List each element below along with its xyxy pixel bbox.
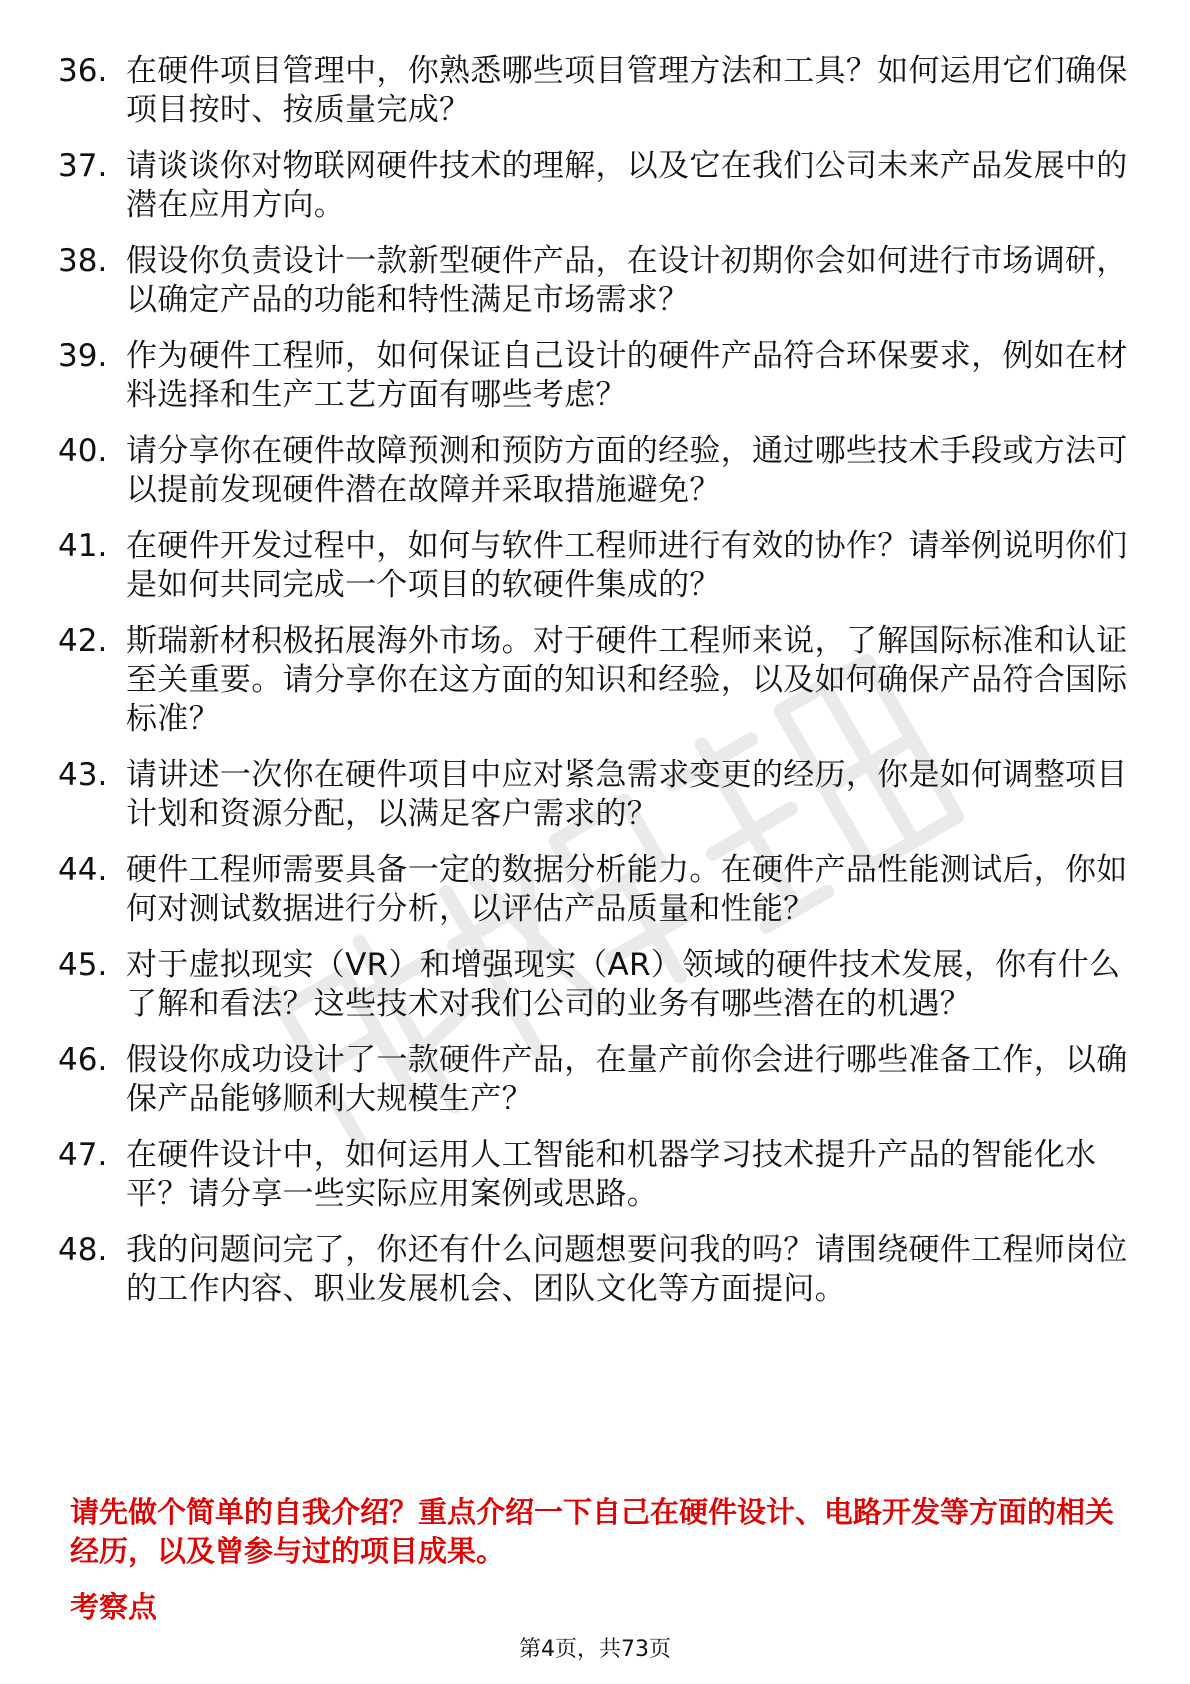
- question-item-39: [58, 337, 1133, 415]
- question-text: 在硬件项目管理中，你熟悉哪些项目管理方法和工具？如何运用它们确保项目按时、按质量完成？: [126, 53, 1128, 128]
- question-item-45: [58, 946, 1133, 1024]
- question-text: 对于虚拟现实（VR）和增强现实（AR）领域的硬件技术发展，你有什么了解和看法？这些技术对我们公司的业务有哪些潜在的机遇？: [126, 947, 1121, 1022]
- question-item-43: [58, 756, 1133, 834]
- question-number: 45.: [58, 947, 108, 983]
- question-number: 47.: [58, 1137, 108, 1173]
- question-number: 48.: [58, 1232, 108, 1268]
- question-number: 43.: [58, 757, 108, 793]
- question-item-37: [58, 147, 1133, 225]
- question-item-44: [58, 851, 1133, 929]
- question-number: 42.: [58, 623, 108, 659]
- self-introduction-prompt: 请先做个简单的自我介绍？重点介绍一下自己在硬件设计、电路开发等方面的相关经历，以及曾参与过的项目成果。: [70, 1495, 1115, 1568]
- question-text: 在硬件设计中，如何运用人工智能和机器学习技术提升产品的智能化水平？请分享一些实际应用案例或思路。: [126, 1137, 1097, 1212]
- question-number: 40.: [58, 433, 108, 469]
- question-text: 硬件工程师需要具备一定的数据分析能力。在硬件产品性能测试后，你如何对测试数据进行分析，以评估产品质量和性能？: [126, 852, 1128, 927]
- question-item-36: [58, 52, 1133, 130]
- question-text: 在硬件开发过程中，如何与软件工程师进行有效的协作？请举例说明你们是如何共同完成一个项目的软硬件集成的？: [126, 528, 1128, 603]
- section-title-assessment-points: 考察点: [70, 1590, 158, 1624]
- question-number: 46.: [58, 1042, 108, 1078]
- question-item-38: [58, 242, 1133, 320]
- question-item-47: [58, 1136, 1133, 1214]
- question-number: 41.: [58, 528, 108, 564]
- question-text: 假设你成功设计了一款硬件产品，在量产前你会进行哪些准备工作，以确保产品能够顺利大规模生产？: [126, 1042, 1128, 1117]
- question-number: 36.: [58, 53, 108, 89]
- question-text: 我的问题问完了，你还有什么问题想要问我的吗？请围绕硬件工程师岗位的工作内容、职业发展机会、团队文化等方面提问。: [126, 1232, 1128, 1307]
- question-text: 作为硬件工程师，如何保证自己设计的硬件产品符合环保要求，例如在材料选择和生产工艺方面有哪些考虑？: [126, 338, 1128, 413]
- question-text: 请分享你在硬件故障预测和预防方面的经验，通过哪些技术手段或方法可以提前发现硬件潜在故障并采取措施避免？: [126, 433, 1128, 508]
- question-number: 37.: [58, 148, 108, 184]
- question-list: [58, 52, 1133, 1326]
- question-text: 请谈谈你对物联网硬件技术的理解，以及它在我们公司未来产品发展中的潜在应用方向。: [126, 148, 1128, 223]
- question-text: 假设你负责设计一款新型硬件产品，在设计初期你会如何进行市场调研，以确定产品的功能和特性满足市场需求？: [126, 243, 1128, 318]
- question-item-46: [58, 1041, 1133, 1119]
- question-item-48: [58, 1231, 1133, 1309]
- question-item-40: [58, 432, 1133, 510]
- question-text: 斯瑞新材积极拓展海外市场。对于硬件工程师来说，了解国际标准和认证至关重要。请分享你在这方面的知识和经验，以及如何确保产品符合国际标准？: [126, 623, 1128, 737]
- question-item-42: [58, 622, 1133, 739]
- question-item-41: [58, 527, 1133, 605]
- question-number: 38.: [58, 243, 108, 279]
- page-number-footer: 第4页，共73页: [519, 1637, 671, 1662]
- question-number: 44.: [58, 852, 108, 888]
- question-text: 请讲述一次你在硬件项目中应对紧急需求变更的经历，你是如何调整项目计划和资源分配，以满足客户需求的？: [126, 757, 1128, 832]
- question-number: 39.: [58, 338, 108, 374]
